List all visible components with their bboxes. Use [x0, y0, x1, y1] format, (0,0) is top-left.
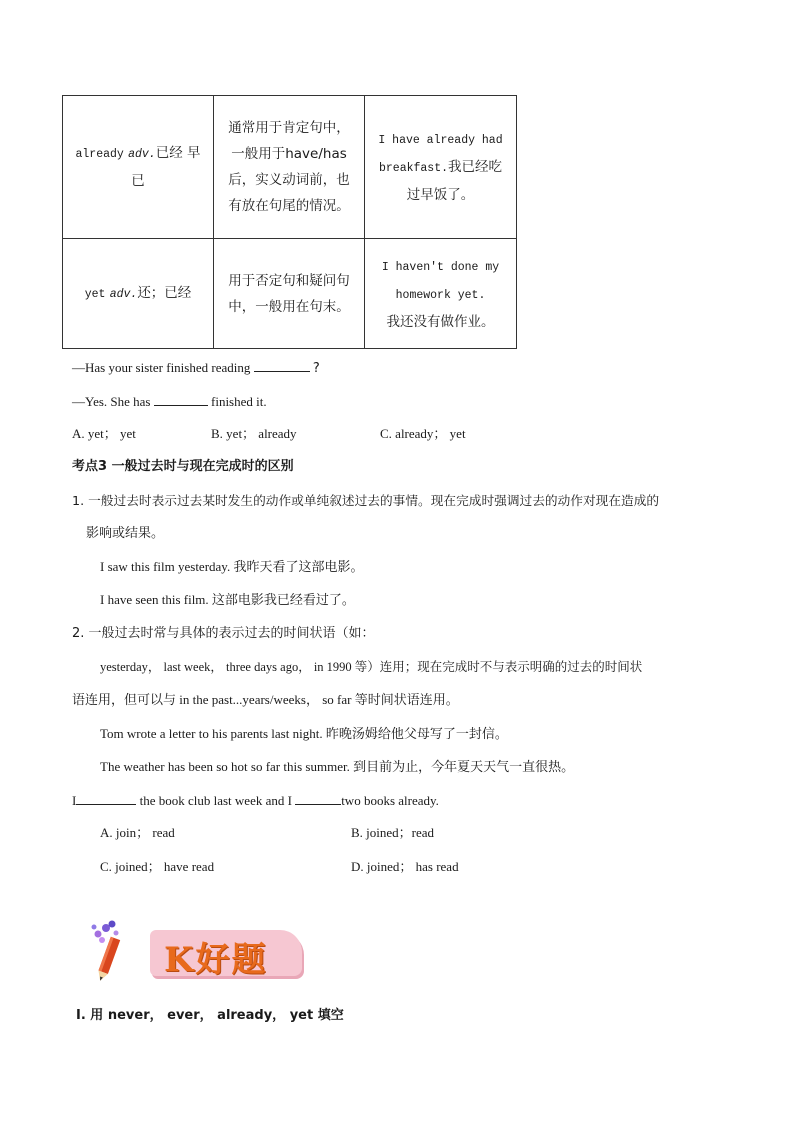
example-sentence: I have seen this film. 这部电影我已经看过了。: [100, 592, 355, 607]
option-a[interactable]: A. join； read: [100, 825, 175, 840]
question-text: the book club last week and I: [139, 793, 292, 808]
option-a[interactable]: A. yet； yet: [72, 426, 136, 441]
word: yet: [84, 287, 106, 301]
question-text: —Has your sister finished reading: [72, 360, 251, 375]
answer-blank[interactable]: [154, 391, 208, 406]
option-c[interactable]: C. joined； have read: [100, 859, 215, 874]
question-mark: ?: [312, 361, 320, 376]
paragraph: 语连用，但可以与 in the past...years/weeks， so far 等时间状语连用。: [72, 692, 459, 707]
question-line: [72, 357, 320, 379]
answer-blank[interactable]: [295, 790, 341, 805]
paragraph: yesterday， last week， three days ago， in 1990 等）连用；现在完成时不与表示明确的过去的时间状: [100, 660, 643, 674]
word-cell: [63, 96, 214, 239]
example-sentence: I saw this film yesterday. 我昨天看了这部电影。: [100, 559, 364, 574]
answer-blank[interactable]: [254, 357, 310, 372]
answer-blank[interactable]: [76, 790, 136, 805]
example-sentence: The weather has been so hot so far this summer. 到目前为止，今年夏天天气一直很热。: [100, 759, 575, 774]
paragraph: 2. 一般过去时常与具体的表示过去的时间状语（如：: [72, 626, 375, 641]
question-text: I: [72, 793, 77, 808]
question-text: two books already.: [341, 793, 439, 808]
example-cell: [365, 239, 517, 349]
word-cell: [63, 239, 214, 349]
part-of-speech: adv.: [128, 148, 156, 161]
option-b[interactable]: B. joined；read: [351, 825, 435, 840]
example-en: I have already had breakfast.: [378, 134, 503, 175]
pencil-icon: [82, 918, 142, 984]
answer-text: finished it.: [211, 394, 267, 409]
question-line: [72, 790, 439, 811]
meaning: 还；已经: [137, 284, 192, 301]
section-heading: 考点3 一般过去时与现在完成时的区别: [72, 459, 294, 474]
word: already: [75, 148, 124, 161]
answer-text: —Yes. She has: [72, 394, 151, 409]
k-good-questions-logo: [82, 918, 312, 984]
table-row: [63, 239, 517, 349]
section-title: Ⅰ. 用 never， ever， already， yet 填空: [76, 1008, 344, 1023]
paragraph: 影响或结果。: [86, 526, 165, 541]
table-row: [63, 96, 517, 239]
example-sentence: Tom wrote a letter to his parents last night. 昨晚汤姆给他父母写了一封信。: [100, 726, 508, 741]
meaning: 已经 早已: [131, 145, 201, 189]
example-cn: 我已经吃过早饭了。: [406, 159, 502, 203]
example-cell: [365, 96, 517, 239]
paragraph: 1. 一般过去时表示过去某时发生的动作或单纯叙述过去的事情。现在完成时强调过去的动作对现在造成的: [72, 493, 660, 508]
part-of-speech: adv.: [109, 287, 138, 301]
option-d[interactable]: D. joined； has read: [351, 859, 459, 874]
usage-cell: 通常用于肯定句中，一般用于have/has后，实义动词前，也有放在句尾的情况。: [214, 96, 365, 239]
example-cn: 我还没有做作业。: [386, 313, 495, 330]
answer-line: [72, 391, 267, 412]
option-c[interactable]: C. already； yet: [380, 426, 466, 441]
example-en: I haven't done my homework yet.: [381, 260, 500, 302]
option-b[interactable]: B. yet； already: [211, 426, 297, 441]
grammar-table: [62, 95, 517, 349]
logo-text: K好题: [164, 940, 268, 980]
usage-cell: 用于否定句和疑问句中，一般用在句末。: [214, 239, 365, 349]
logo-badge: [150, 930, 302, 980]
